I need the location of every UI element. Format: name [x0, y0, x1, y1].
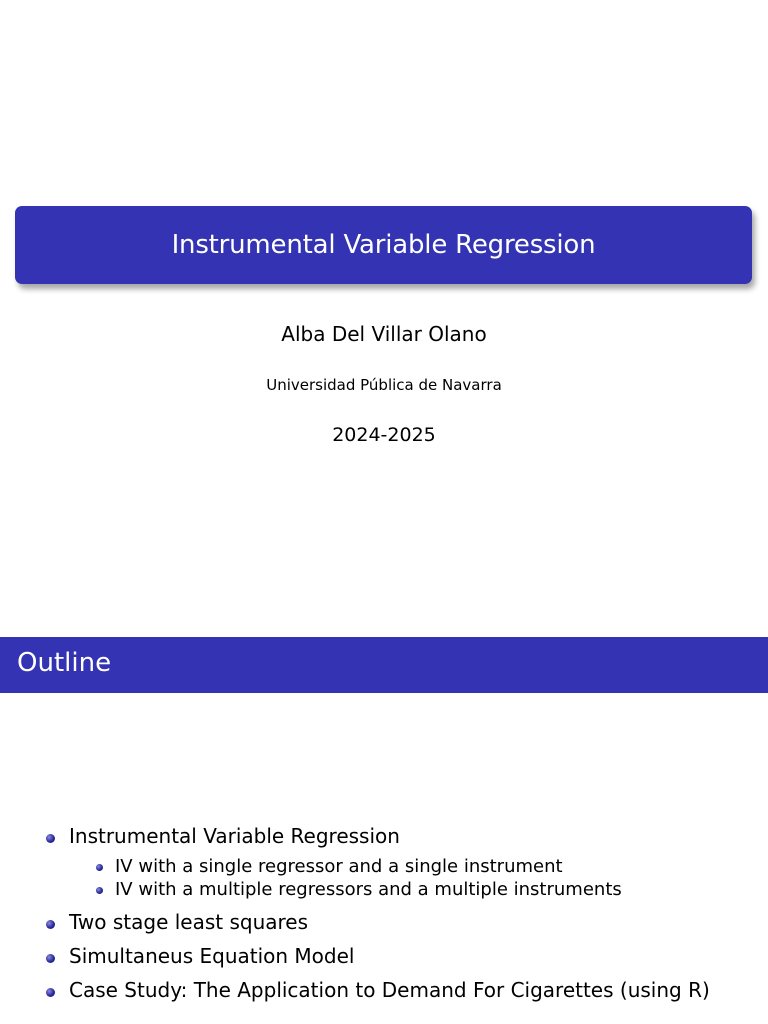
sphere-bullet-icon — [46, 834, 55, 843]
institute-name: Universidad Pública de Navarra — [266, 376, 502, 394]
outline-item: Simultaneus Equation Model — [69, 944, 355, 968]
title-box — [15, 206, 752, 284]
sphere-bullet-icon — [46, 920, 55, 929]
frame-header — [0, 637, 768, 693]
outline-item: Two stage least squares — [69, 910, 309, 934]
sphere-bullet-icon — [46, 954, 55, 963]
presentation-date: 2024-2025 — [332, 424, 436, 446]
frame-title: Outline — [17, 648, 112, 678]
outline-subitem: IV with a multiple regressors and a multiple instruments — [115, 879, 622, 900]
sphere-bullet-icon — [46, 988, 55, 997]
outline-slide — [0, 637, 768, 1024]
outline-subitem: IV with a single regressor and a single instrument — [115, 856, 563, 877]
sphere-bullet-icon — [96, 887, 103, 894]
author-name: Alba Del Villar Olano — [281, 322, 487, 346]
presentation-title: Instrumental Variable Regression — [171, 230, 596, 260]
outline-item: Case Study: The Application to Demand For Cigarettes (using R) — [69, 978, 710, 1002]
outline-item: Instrumental Variable Regression — [69, 824, 400, 848]
sphere-bullet-icon — [96, 864, 103, 871]
